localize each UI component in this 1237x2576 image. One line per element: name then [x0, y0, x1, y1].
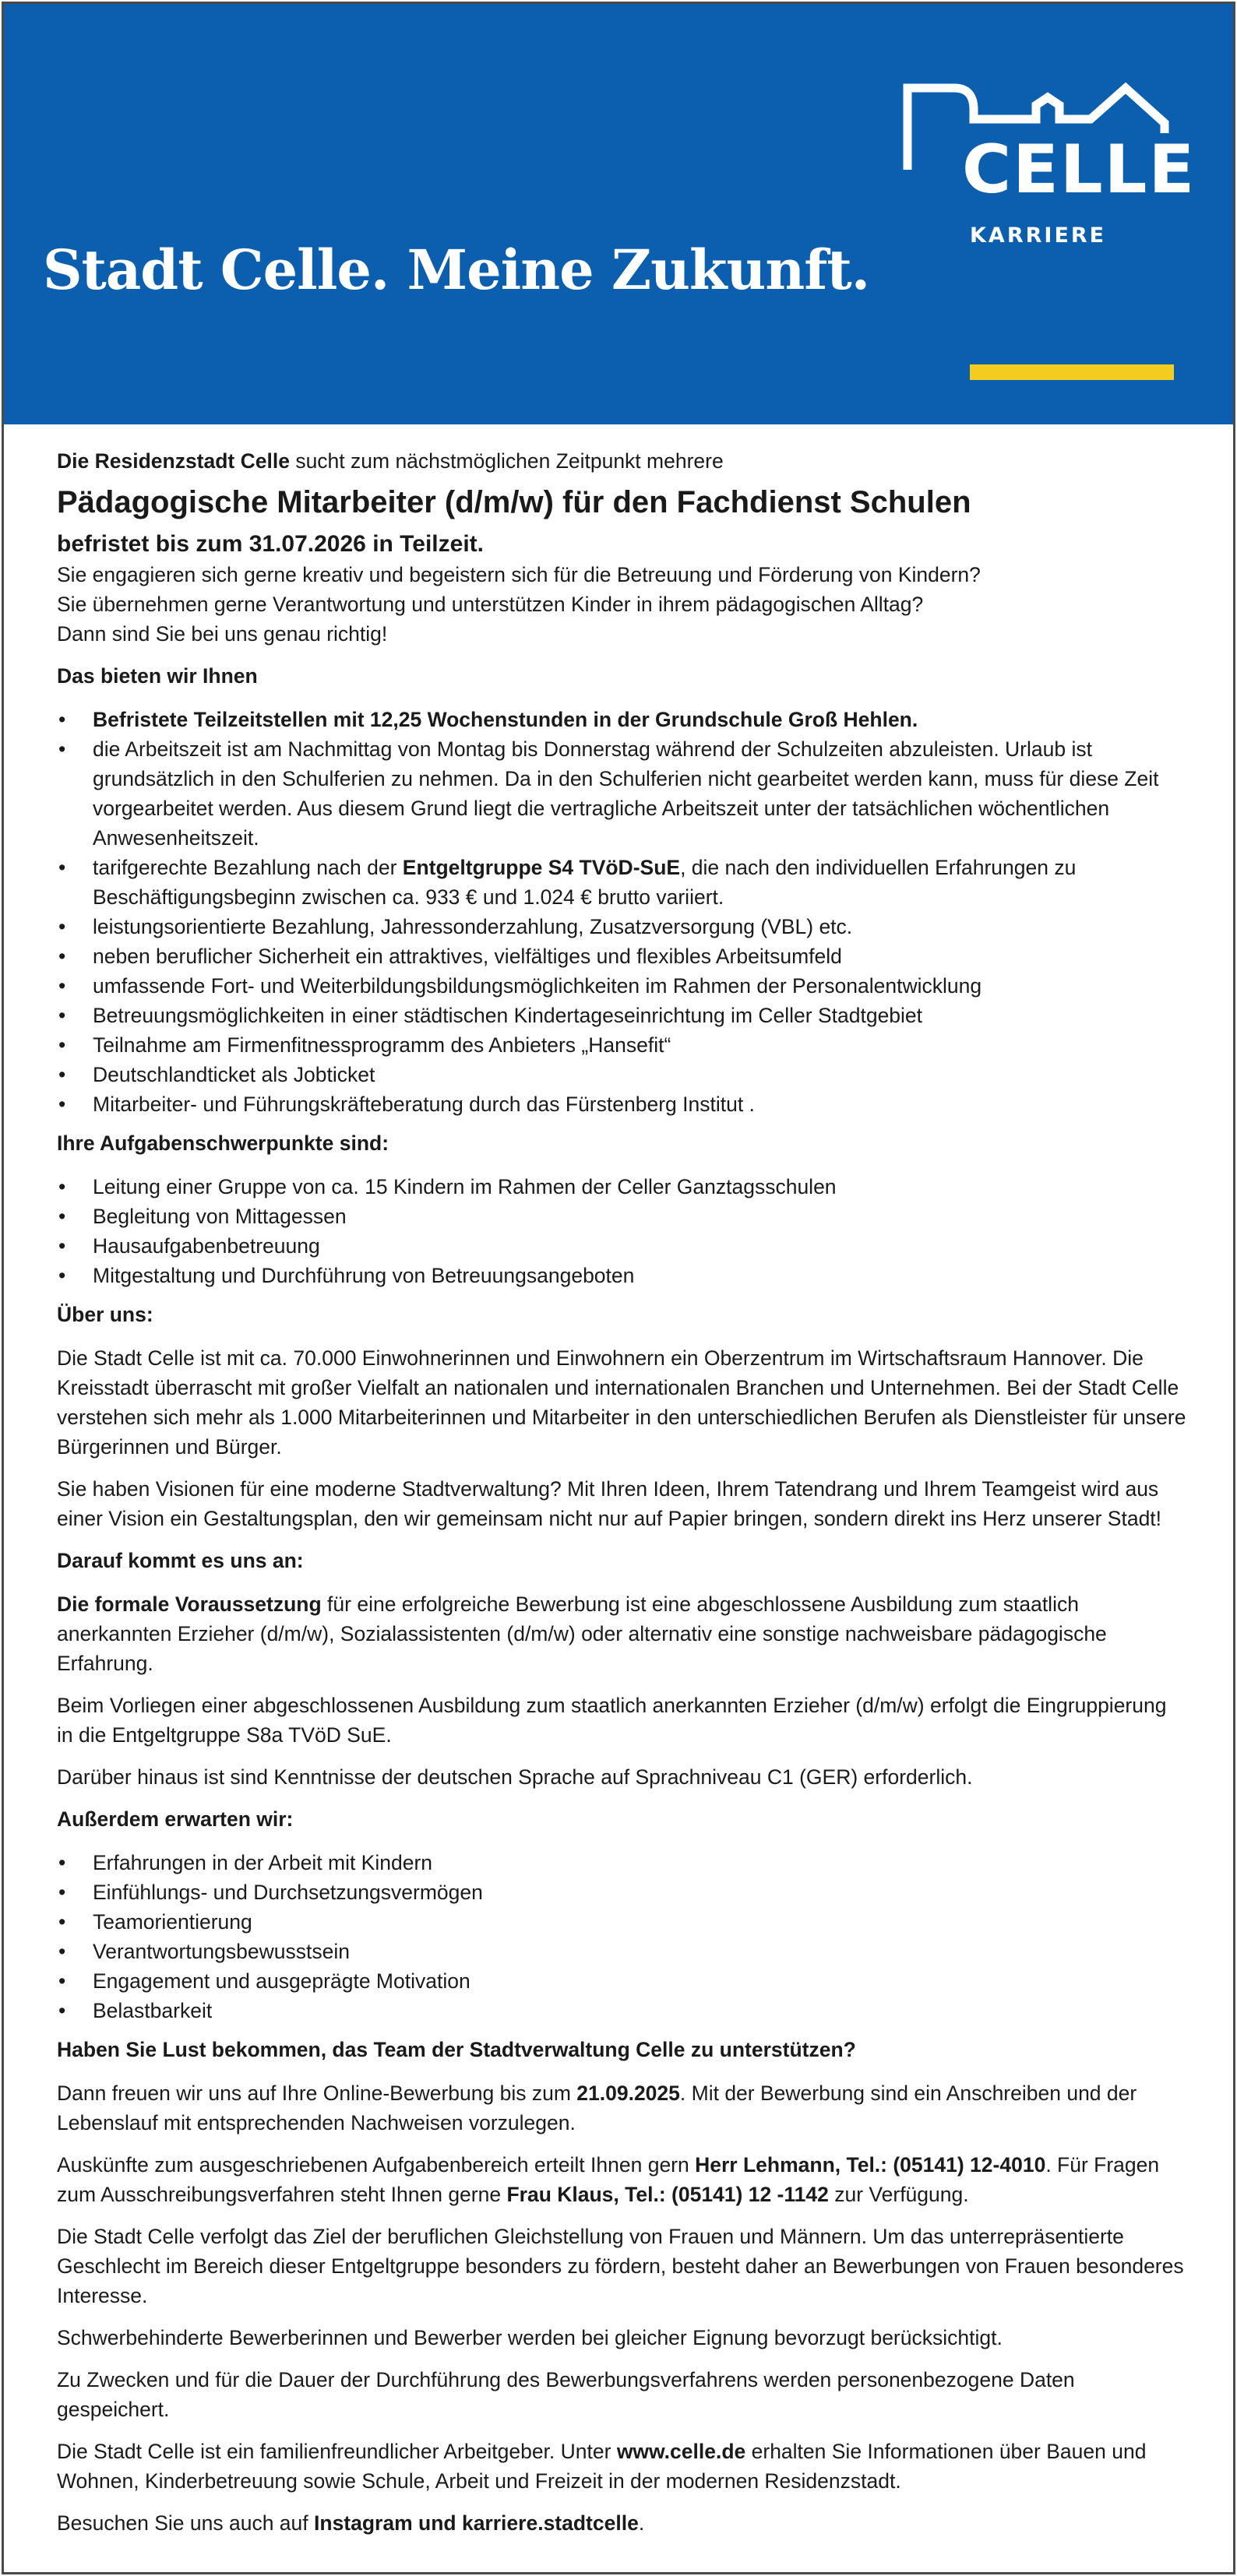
requirements-bold: Die formale Voraussetzung: [57, 1592, 322, 1616]
job-subtitle: befristet bis zum 31.07.2026 in Teilzeit.: [57, 531, 484, 557]
list-item: • leistungsorientierte Bezahlung, Jahressonderzahlung, Zusatzversorgung (VBL) etc.: [57, 912, 1186, 941]
lead-line-1: Sie engagieren sich gerne kreativ und begeistern sich für die Betreuung und Förderung von Kindern?: [57, 563, 981, 586]
intro-rest: sucht zum nächstmöglichen Zeitpunkt mehrere: [289, 449, 724, 473]
offer-item-bold: Entgeltgruppe S4 TVöD-SuE: [402, 856, 681, 879]
job-title: Pädagogische Mitarbeiter (d/m/w) für den Fachdienst Schulen: [57, 485, 971, 519]
apply-text: . Für Fragen zum Ausschreibungsverfahren steht Ihnen gerne: [57, 2153, 1160, 2206]
about-paragraph-2: Sie haben Visionen für eine moderne Stadtverwaltung? Mit Ihren Ideen, Ihrem Tatendrang und Ihrem Teamgeist wird aus einer Vision ein Gestaltungsplan, den wir gemeinsam nicht nur auf Papier bringen, sondern direkt ins Herz unserer Stadt!: [57, 1477, 1162, 1530]
expect-list: [57, 1848, 1186, 2025]
list-item: • Deutschlandticket als Jobticket: [57, 1060, 1186, 1089]
ad-content: [57, 446, 1186, 2550]
list-item: • Mitgestaltung und Durchführung von Betreuungsangeboten: [57, 1261, 1186, 1290]
contact-klaus: Frau Klaus, Tel.: (05141) 12 -1142: [506, 2183, 829, 2206]
requirements-paragraph-1: [57, 1589, 1186, 1678]
logo-wordmark: CELLE: [962, 131, 1196, 209]
list-item: • Betreuungsmöglichkeiten in einer städtischen Kindertageseinrichtung im Celler Stadtgebiet: [57, 1001, 1186, 1030]
list-item: • Mitarbeiter- und Führungskräfteberatung durch das Fürstenberg Institut .: [57, 1089, 1186, 1119]
list-item: • Leitung einer Gruppe von ca. 15 Kindern im Rahmen der Celler Ganztagsschulen: [57, 1172, 1186, 1202]
website-link[interactable]: www.celle.de: [616, 2440, 746, 2463]
apply-text: Besuchen Sie uns auch auf: [57, 2511, 315, 2535]
slogan: Stadt Celle. Meine Zukunft.: [43, 238, 870, 302]
about-paragraph-1: Die Stadt Celle ist mit ca. 70.000 Einwohnerinnen und Einwohnern ein Oberzentrum im Wirtschaftsraum Hannover. Die Kreisstadt überrascht mit großer Vielfalt an nationalen und internationalen Branchen und Unternehmen. Bei der Stadt Celle verstehen sich mehr als 1.000 Mitarbeiterinnen und Mitarbeiter in den unterschiedlichen Berufen als Dienstleister für unsere Bürgerinnen und Bürger.: [57, 1346, 1186, 1459]
requirements-paragraph-3: Darüber hinaus ist sind Kenntnisse der deutschen Sprache auf Sprachniveau C1 (GER) erforderlich.: [57, 1765, 973, 1789]
list-item: • Einfühlungs- und Durchsetzungsvermögen: [57, 1877, 1186, 1907]
apply-paragraph-3: Die Stadt Celle verfolgt das Ziel der beruflichen Gleichstellung von Frauen und Männern. Um das unterrepräsentierte Geschlecht im Bereich dieser Entgeltgruppe besonders zu fördern, besteht daher an Bewerbungen von Frauen besonderes Interesse.: [57, 2225, 1184, 2307]
lead-line-3: Dann sind Sie bei uns genau richtig!: [57, 622, 388, 646]
header-banner: [4, 4, 1233, 424]
contact-lehmann: Herr Lehmann, Tel.: (05141) 12-4010: [695, 2153, 1046, 2177]
list-item: • Hausaufgabenbetreuung: [57, 1231, 1186, 1261]
tasks-list: [57, 1172, 1186, 1290]
apply-text: erhalten Sie Informationen über Bauen und Wohnen, Kinderbetreuung sowie Schule, Arbeit und Freizeit in der modernen Residenzstadt.: [57, 2440, 1147, 2493]
list-item: • Belastbarkeit: [57, 1996, 1186, 2025]
list-item: [57, 705, 1186, 734]
apply-paragraph-2: [57, 2150, 1186, 2209]
apply-paragraph-7: [57, 2508, 1186, 2538]
apply-text: zur Verfügung.: [828, 2183, 969, 2206]
list-item: • Teilnahme am Firmenfitnessprogramm des Anbieters „Hansefit“: [57, 1030, 1186, 1060]
list-item: • umfassende Fort- und Weiterbildungsbildungsmöglichkeiten im Rahmen der Personalentwicklung: [57, 971, 1186, 1001]
logo-accent-bar: [970, 364, 1174, 380]
requirements-text: für eine erfolgreiche Bewerbung ist eine abgeschlossene Ausbildung zum staatlich anerkannten Erzieher (d/m/w), Sozialassistenten (d/m/w) oder alternativ eine sonstige nachweisbare pädagogische Erfahrung.: [57, 1592, 1107, 1675]
apply-heading: Haben Sie Lust bekommen, das Team der Stadtverwaltung Celle zu unterstützen?: [57, 2038, 856, 2061]
offer-list: [57, 705, 1186, 1119]
apply-paragraph-1: [57, 2078, 1186, 2138]
social-link[interactable]: Instagram und karriere.stadtcelle: [314, 2511, 639, 2535]
tasks-heading: Ihre Aufgabenschwerpunkte sind:: [57, 1131, 389, 1155]
offer-heading: Das bieten wir Ihnen: [57, 664, 258, 688]
apply-text: Dann freuen wir uns auf Ihre Online-Bewerbung bis zum: [57, 2082, 577, 2105]
list-item: • Erfahrungen in der Arbeit mit Kindern: [57, 1848, 1186, 1877]
lead-line-2: Sie übernehmen gerne Verantwortung und unterstützen Kinder in ihrem pädagogischen Alltag?: [57, 593, 924, 616]
list-item: • Begleitung von Mittagessen: [57, 1202, 1186, 1231]
logo-subtitle: KARRIERE: [970, 223, 1107, 248]
apply-text: .: [638, 2511, 645, 2535]
offer-item-bold: Befristete Teilzeitstellen mit 12,25 Wochenstunden in der Grundschule Groß Hehlen.: [93, 708, 918, 731]
intro-org: Die Residenzstadt Celle: [57, 449, 290, 473]
list-item: • neben beruflicher Sicherheit ein attraktives, vielfältiges und flexibles Arbeitsumfeld: [57, 941, 1186, 971]
apply-paragraph-5: Zu Zwecken und für die Dauer der Durchführung des Bewerbungsverfahrens werden personenbezogene Daten gespeichert.: [57, 2368, 1075, 2421]
list-item: • Engagement und ausgeprägte Motivation: [57, 1966, 1186, 1996]
list-item: • Verantwortungsbewusstsein: [57, 1937, 1186, 1966]
apply-paragraph-6: [57, 2437, 1186, 2496]
intro-line: [57, 446, 1186, 476]
about-heading: Über uns:: [57, 1303, 153, 1326]
job-ad-frame: [2, 2, 1235, 2574]
list-item: • die Arbeitszeit ist am Nachmittag von Montag bis Donnerstag während der Schulzeiten abzuleisten. Urlaub ist grundsätzlich in den Schulferien zu nehmen. Da in den Schulferien nicht gearbeitet werden kann, muss für diese Zeit vorgearbeitet werden. Aus diesem Grund liegt die vertragliche Arbeitszeit unter der tatsächlichen wöchentlichen Anwesenheitszeit.: [57, 734, 1186, 853]
list-item: • Teamorientierung: [57, 1907, 1186, 1937]
offer-item-text: , die nach den individuellen Erfahrungen zu Beschäftigungsbeginn zwischen ca. 933 € und 1.024 € brutto variiert.: [93, 856, 1077, 909]
requirements-heading: Darauf kommt es uns an:: [57, 1549, 304, 1572]
apply-text: Die Stadt Celle ist ein familienfreundlicher Arbeitgeber. Unter: [57, 2440, 617, 2463]
requirements-paragraph-2: Beim Vorliegen einer abgeschlossenen Ausbildung zum staatlich anerkannten Erzieher (d/m/w) erfolgt die Eingruppierung in die Entgeltgruppe S8a TVöD SuE.: [57, 1694, 1167, 1747]
offer-item-text: tarifgerechte Bezahlung nach der: [93, 856, 403, 879]
apply-paragraph-4: Schwerbehinderte Bewerberinnen und Bewerber werden bei gleicher Eignung bevorzugt berücksichtigt.: [57, 2326, 1003, 2349]
apply-deadline: 21.09.2025: [576, 2082, 680, 2105]
expect-heading: Außerdem erwarten wir:: [57, 1807, 294, 1831]
list-item: [57, 853, 1186, 912]
apply-text: . Mit der Bewerbung sind ein Anschreiben und der Lebenslauf mit entsprechenden Nachweisen vorzulegen.: [57, 2082, 1137, 2134]
apply-text: Auskünfte zum ausgeschriebenen Aufgabenbereich erteilt Ihnen gern: [57, 2153, 696, 2177]
